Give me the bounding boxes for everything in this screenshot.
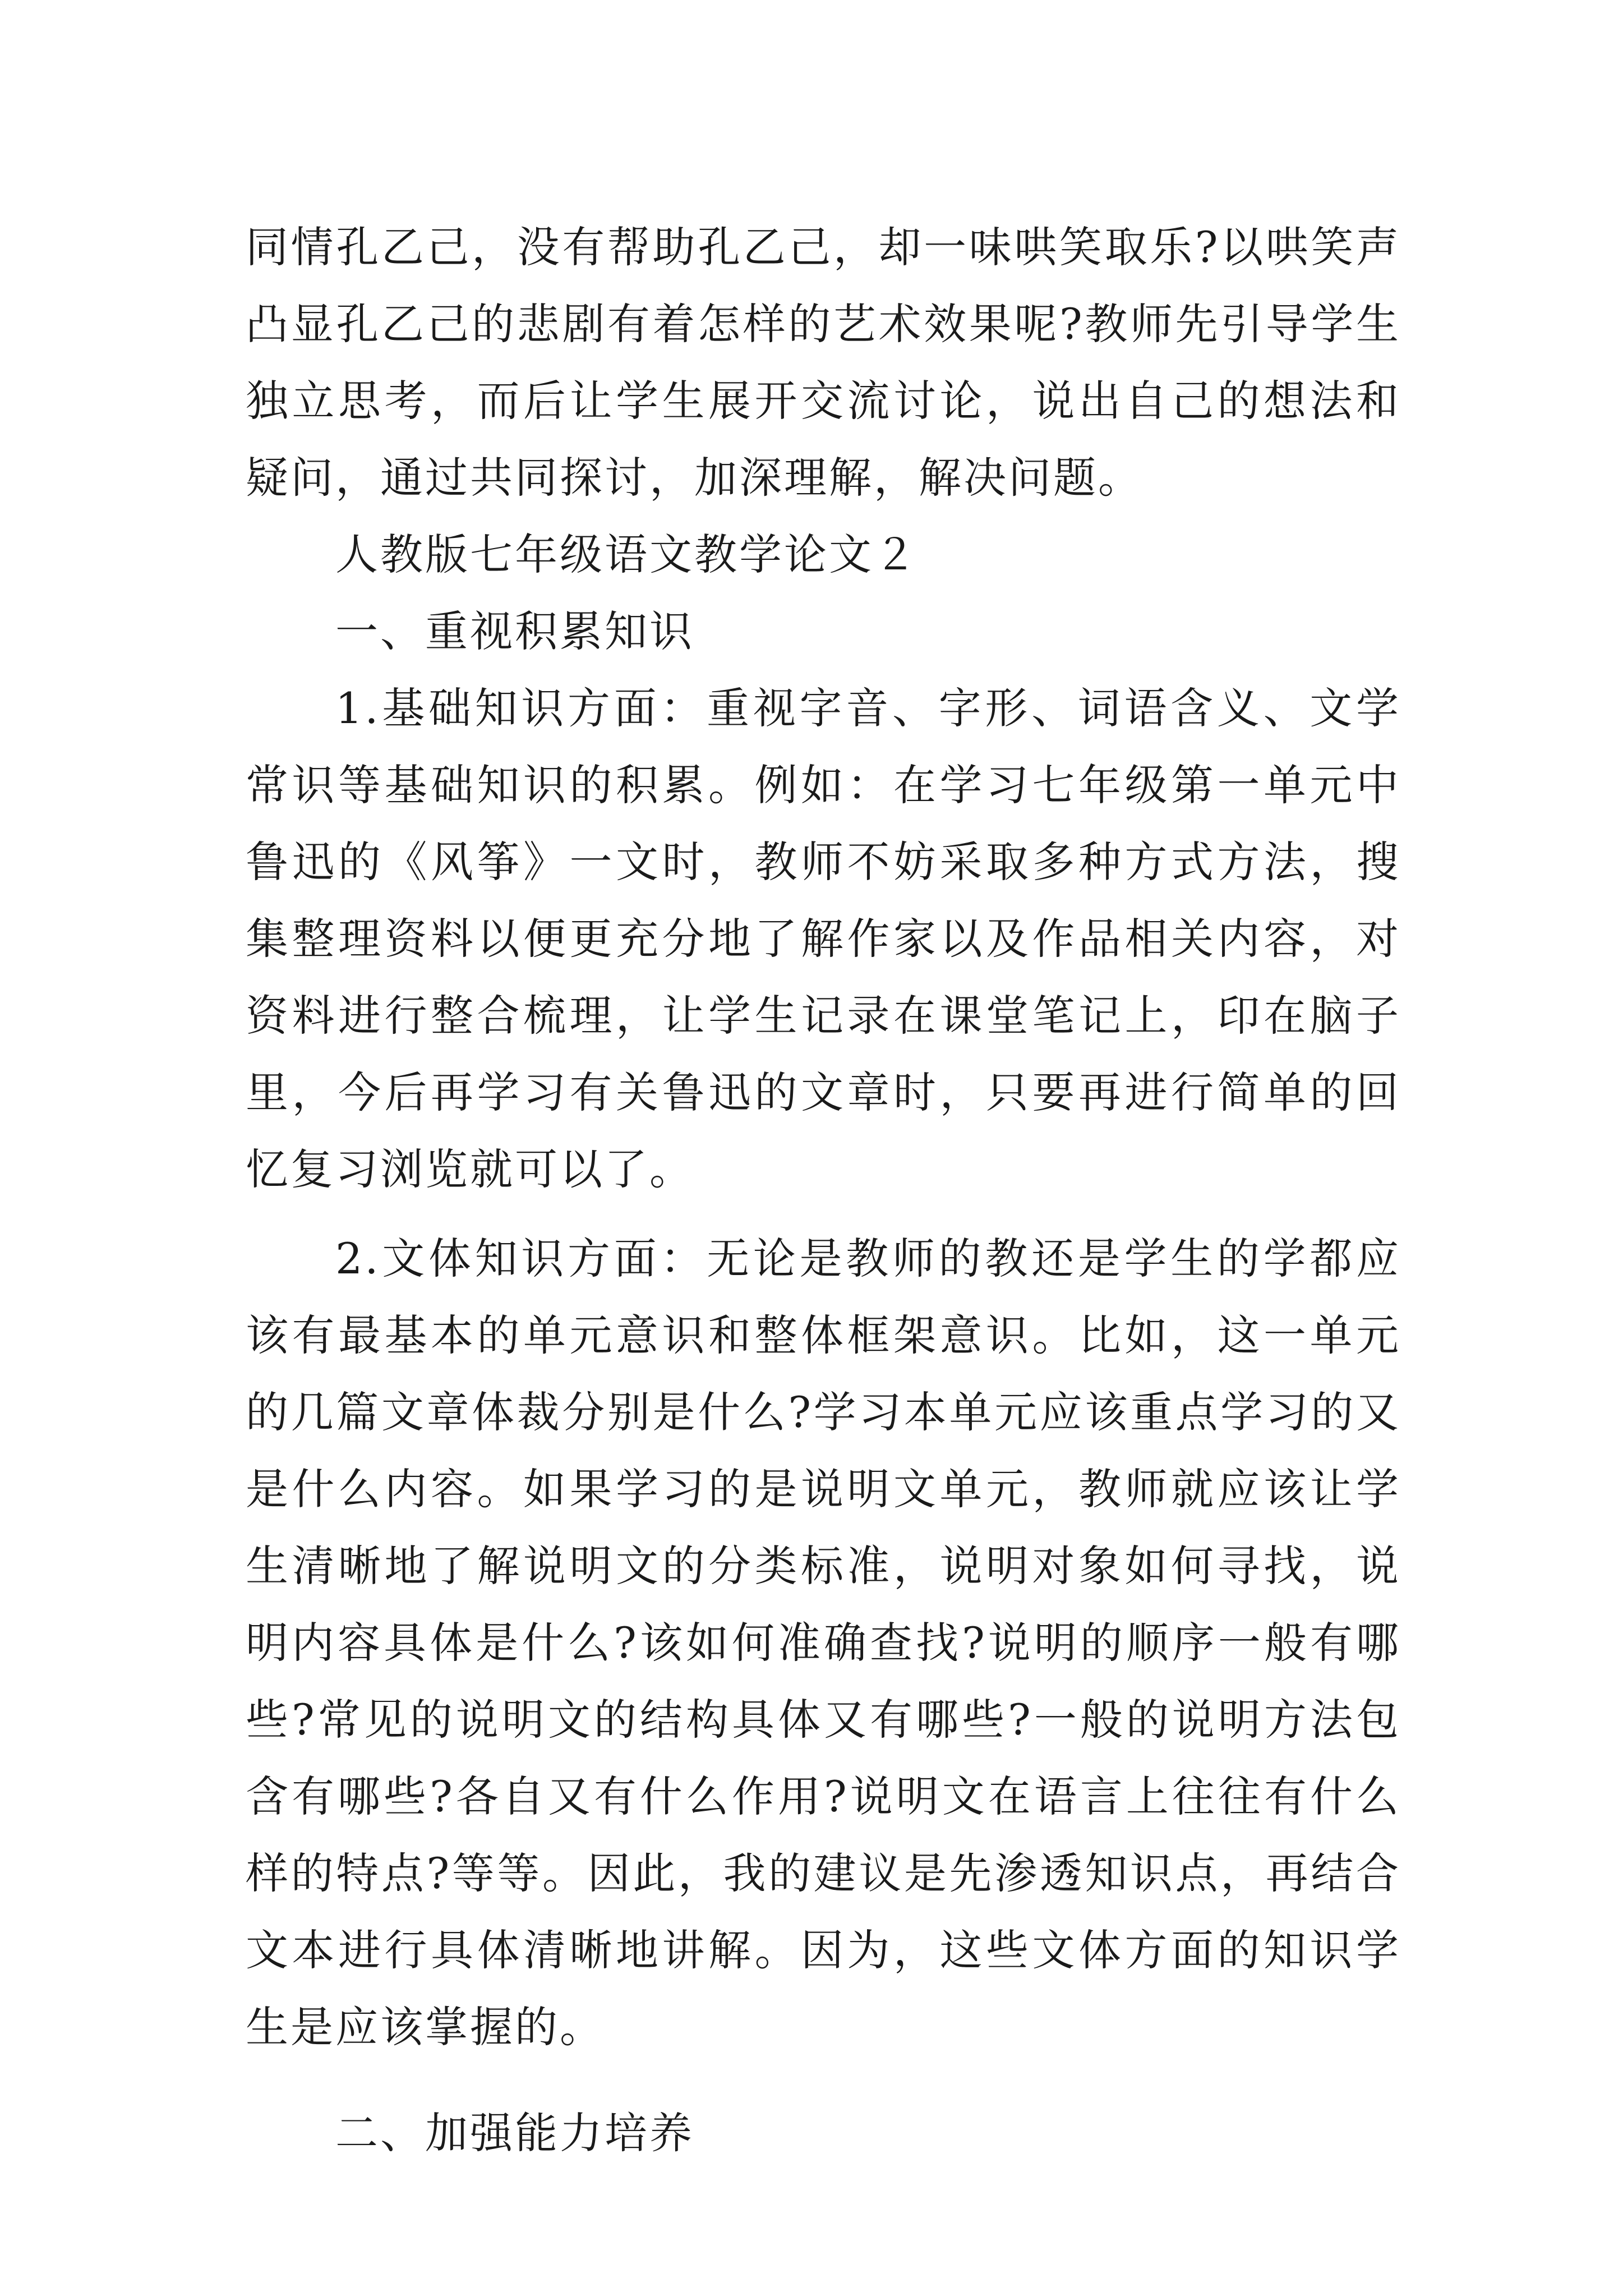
paragraph-continuation: 同情孔乙己，没有帮助孔乙己，却一味哄笑取乐?以哄笑声凸显孔乙己的悲剧有着怎样的艺术效果呢?教师先引导学生独立思考，而后让学生展开交流讨论，说出自己的想法和疑问，通过共同探讨，加深理解，解决问题。: [246, 222, 1401, 503]
paragraph-basic-knowledge: 1.基础知识方面：重视字音、字形、词语含义、文学常识等基础知识的积累。例如：在学习七年级第一单元中鲁迅的《风筝》一文时，教师不妨采取多种方式方法，搜集整理资料以便更充分地了解作家以及作品相关内容，对资料进行整合梳理，让学生记录在课堂笔记上，印在脑子里，今后再学习有关鲁迅的文章时，只要再进行简单的回忆复习浏览就可以了。: [246, 683, 1401, 1194]
section-heading-2: 二、加强能力培养: [335, 2108, 694, 2158]
paragraph-genre-knowledge: 2.文体知识方面：无论是教师的教还是学生的学都应该有最基本的单元意识和整体框架意识。比如，这一单元的几篇文章体裁分别是什么?学习本单元应该重点学习的又是什么内容。如果学习的是说明文单元，教师就应该让学生清晰地了解说明文的分类标准，说明对象如何寻找，说明内容具体是什么?该如何准确查找?说明的顺序一般有哪些?常见的说明文的结构具体又有哪些?一般的说明方法包含有哪些?各自又有什么作用?说明文在语言上往往有什么样的特点?等等。因此，我的建议是先渗透知识点，再结合文本进行具体清晰地讲解。因为，这些文体方面的知识学生是应该掌握的。: [246, 1234, 1401, 2052]
article-title: 人教版七年级语文教学论文２: [335, 530, 919, 579]
section-heading-1: 一、重视积累知识: [335, 606, 694, 656]
document-body: [246, 209, 1401, 2171]
